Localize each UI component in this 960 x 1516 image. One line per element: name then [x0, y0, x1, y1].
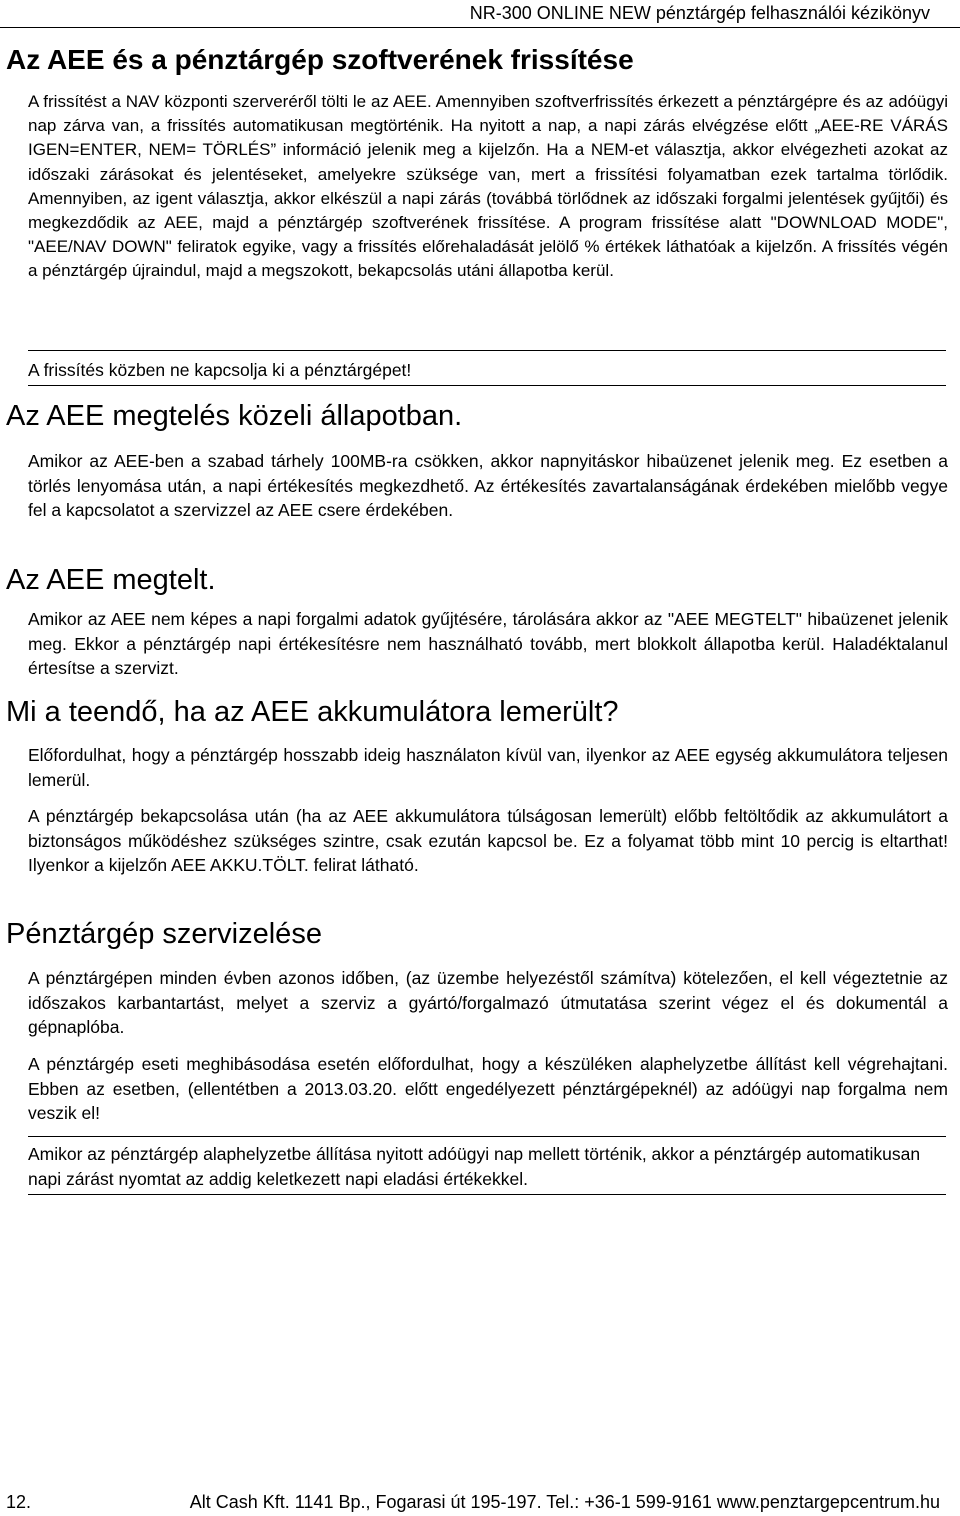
paragraph-service-2: A pénztárgép eseti meghibásodása esetén előfordulhat, hogy a készüléken alaphelyzetbe állítást kell végrehajtani. Ebben az esetben, (ellentétben a 2013.03.20. előtt engedélyezett pénztárgépeknél) az adóügyi nap forgalma nem veszik el!	[28, 1054, 948, 1124]
warning-bottom-rule	[28, 385, 946, 386]
heading-full: Az AEE megtelt.	[6, 564, 216, 596]
paragraph-nearly-full: Amikor az AEE-ben a szabad tárhely 100MB-ra csökken, akkor napnyitáskor hibaüzenet jelenik meg. Ez esetben a törlés lenyomása után, a napi értékesítés megkezdhető. Az értékesítés zavartalanságának érdekében mielőbb vegye fel a kapcsolatot a szervizzel az AEE csere érdekében.	[28, 451, 948, 521]
warning-text: A frissítés közben ne kapcsolja ki a pénztárgépet!	[28, 360, 412, 380]
header-divider	[0, 27, 960, 28]
paragraph-battery-1: Előfordulhat, hogy a pénztárgép hosszabb ideig használaton kívül van, ilyenkor az AEE egység akkumulátora teljesen lemerül.	[28, 745, 948, 790]
note-text: Amikor az pénztárgép alaphelyzetbe állítása nyitott adóügyi nap mellett történik, akkor a pénztárgép automatikusan napi zárást nyomtat az addig keletkezett napi eladási értékekkel.	[28, 1144, 921, 1189]
paragraph-service-1: A pénztárgépen minden évben azonos időben, (az üzembe helyezéstől számítva) kötelezően, el kell végeztetnie az időszakos karbantartást, melyet a szerviz a gyártó/forgalmazó útmutatása szerint végez el és dokumentál a gépnaplóba.	[28, 968, 948, 1038]
paragraph-battery-2: A pénztárgép bekapcsolása után (ha az AEE akkumulátora túlságosan lemerült) előbb feltöltődik az akkumulátort a biztonságos működéshez szükséges szintre, csak ezután kapcsol be. Ez a folyamat több mint 10 percig is eltarthat! Ilyenkor a kijelzőn AEE AKKU.TÖLT. felirat látható.	[28, 806, 948, 876]
warning-top-rule	[28, 350, 946, 351]
heading-battery: Mi a teendő, ha az AEE akkumulátora lemerült?	[6, 696, 619, 728]
paragraph-full: Amikor az AEE nem képes a napi forgalmi adatok gyűjtésére, tárolására akkor az "AEE MEGTELT" hibaüzenet jelenik meg. Ekkor a pénztárgép napi értékesítésre nem használható tovább, mert blokkolt állapotba kerül. Haladéktalanul értesítse a szervizt.	[28, 609, 948, 679]
heading-nearly-full: Az AEE megtelés közeli állapotban.	[6, 400, 463, 432]
running-header: NR-300 ONLINE NEW pénztárgép felhasználói kézikönyv	[469, 3, 930, 23]
company-info: Alt Cash Kft. 1141 Bp., Fogarasi út 195-197. Tel.: +36-1 599-9161 www.penztargepcentrum.hu	[189, 1492, 940, 1512]
heading-software-update: Az AEE és a pénztárgép szoftverének frissítése	[6, 44, 634, 75]
page-number: 12.	[6, 1492, 32, 1512]
paragraph-software-update: A frissítést a NAV központi szerveréről tölti le az AEE. Amennyiben szoftverfrissítés érkezett a pénztárgépre és az adóügyi nap zárva van, a frissítés automatikusan megtörténik. Ha nyitott a nap, a napi zárás elvégzése előtt „AEE-RE VÁRÁS IGEN=ENTER, NEM= TÖRLÉS” információ jelenik meg a kijelzőn. Ha a NEM-et választja, akkor elvégezheti azokat az időszaki zárásokat és jelentéseket, amelyekre szüksége van, mert a frissítési folyamatban ezek tartalma törlődik. Amennyiben, az igent választja, akkor elkészül a napi zárás (továbbá törlődnek az időszaki forgalmi jelentések gyűjtői) és megkezdődik az AEE, majd a pénztárgép szoftverének frissítése. A program frissítése alatt "DOWNLOAD MODE", "AEE/NAV DOWN" feliratok egyike, vagy a frissítés előrehaladását jelölő % értékek láthatóak a kijelzőn. A frissítés végén a pénztárgép újraindul, majd a megszokott, bekapcsolás utáni állapotba kerül.	[28, 92, 948, 281]
heading-service: Pénztárgép szervizelése	[6, 918, 322, 950]
note-bottom-rule	[28, 1194, 946, 1195]
note-top-rule	[28, 1136, 946, 1137]
